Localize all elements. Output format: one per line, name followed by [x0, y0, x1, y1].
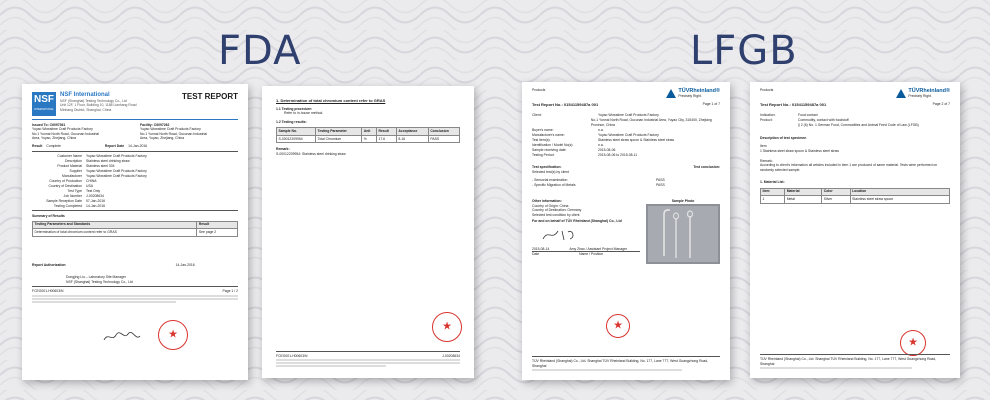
other-info-line: Selected test condition by client: [532, 212, 580, 217]
field-row: [32, 189, 238, 193]
field-value: Yuyao Wowstime Craft Products Factory: [86, 173, 147, 178]
remark-label: Remark:: [760, 159, 773, 164]
procedure-text: Refer to in-house method.: [284, 111, 324, 116]
facility-label: Facility: C6097262: [140, 122, 170, 127]
material-header: Color: [822, 188, 850, 196]
field-label: Product Material: [57, 163, 82, 168]
field-row: [32, 159, 238, 163]
products-label: Products: [532, 88, 546, 92]
brand-name: TÜVRheinland®: [678, 88, 720, 94]
material-cell: Metal: [785, 196, 822, 204]
field-value: Yuyao Wowstime Craft Products Factory: [86, 168, 147, 173]
results-cell: Total Chromium: [316, 135, 362, 143]
material-cell: Silver: [822, 196, 850, 204]
field-value: USA: [86, 183, 93, 188]
results-title: 1.2 Testing results:: [276, 119, 307, 124]
field-label: Identification / Model No(s):: [532, 142, 574, 147]
result-label: Result: [32, 144, 43, 149]
field-value: Stainless steel 304: [86, 163, 115, 168]
other-info-label: Other information:: [532, 199, 562, 204]
table-row: [33, 229, 238, 237]
org-name: NSF International: [60, 92, 110, 98]
field-label: [532, 118, 587, 127]
material-header: Location: [850, 188, 949, 196]
summary-title: Summary of Results: [32, 214, 65, 219]
field-label: Manufacturer: [62, 173, 82, 178]
conclusion-label: Test conclusion:: [693, 165, 720, 170]
footer-text: TÜV Rheinland (Shanghai) Co., Ltd. Shanghai TÜV Rheinland Building, No. 177, Lane 777, West Guangzhong Road, Shanghai: [760, 357, 937, 366]
summary-header: Result: [197, 221, 238, 229]
page-number: Page 1 of 7: [702, 102, 720, 107]
brand-tagline: Precisely Right.: [678, 94, 702, 98]
results-header: Testing Parameter: [316, 128, 362, 136]
other-info-line: Country of Origin: China: [532, 203, 569, 208]
field-value: Test Only: [86, 188, 101, 193]
material-title: 1. Material List:: [760, 180, 785, 185]
spec-label: Test specification:: [532, 165, 562, 170]
field-label: Testing Period:: [532, 152, 555, 157]
official-seal-stamp: [606, 314, 630, 338]
facility-line: Yuyao Wowstime Craft Products Factory: [140, 127, 201, 132]
field-row: [32, 204, 238, 208]
signature-image: [540, 227, 580, 243]
field-row: [32, 174, 238, 178]
other-info-line: Country of Destination: Germany: [532, 208, 582, 213]
section-title: 1. Determination of total chromium content refer to GRAS: [276, 98, 386, 103]
results-cell: PASS: [428, 135, 459, 143]
signatory-org: NSF (Shanghai) Testing Technology Co., Ltd: [66, 279, 133, 284]
report-number: Test Report No.: 01541159487a 001: [532, 102, 599, 108]
item-label: Item: [760, 144, 767, 149]
results-header: Acceptance: [396, 128, 428, 136]
field-row: [32, 164, 238, 168]
field-label: Sample Reception Date: [46, 198, 82, 203]
results-table: [276, 127, 460, 143]
field-value: Yuyao Wowstime Craft Products Factory: [598, 132, 659, 137]
field-value: Commodity, contact with foodstuff: [798, 118, 849, 123]
field-value: Food contact: [798, 113, 818, 118]
field-value: Stainless steel straw spoon & Stainless steel straw: [598, 137, 675, 142]
footer-text: TÜV Rheinland (Shanghai) Co., Ltd. Shanghai TÜV Rheinland Building, No. 177, Lane 777, West Guangzhong Road, Shanghai: [532, 359, 709, 368]
report-fields: [32, 154, 238, 208]
procedure-title: 1.1 Testing procedure:: [276, 107, 313, 111]
field-label: - Specific Migration of Metals: [532, 183, 576, 188]
field-value: § 2 (6) No. 1 German Food, Commodities and Animal Feed Code of Law (LFGB): [798, 123, 919, 128]
facility-line: No.1 Yunnai North Road, Oucunan Industrial: [140, 131, 208, 136]
field-value: CHINA: [86, 178, 97, 183]
official-seal-stamp: [432, 312, 462, 342]
table-row: [761, 196, 950, 204]
spec-sub: Selected test(s) by client: [532, 169, 569, 174]
remark-text: According to client's information all articles included in item 1 are produced of same material. Tests were performed on randomly selected sample.: [760, 163, 938, 172]
field-label: Job Number: [63, 193, 82, 198]
material-header: Material: [785, 188, 822, 196]
field-value: J-00208634: [86, 193, 104, 198]
field-value: 2015-08-06: [598, 147, 616, 152]
footer-page: J-00208634: [442, 353, 460, 358]
field-label: Manufacturer's name:: [532, 132, 565, 137]
report-date-label: Report Date: [104, 144, 125, 149]
field-row: [532, 113, 720, 117]
page-number: Page 2 of 7: [932, 102, 950, 107]
field-label: Product:: [760, 118, 773, 123]
footer-page: Page 1 / 2: [222, 289, 238, 294]
field-label: Customer Name: [57, 153, 82, 158]
field-value: PASS: [656, 178, 665, 183]
field-row: [32, 199, 238, 203]
nsf-test-report-page-2: [262, 86, 474, 378]
description-title: Description of test specimen: [760, 135, 807, 140]
nsf-logo: NSF INTERNATIONAL: [32, 92, 56, 116]
report-fields: [532, 113, 720, 157]
field-value: No.1 Yunnai North Road, Oucunan Industrial Area, Yuyao City, 315400, Zhejiang Province, China: [590, 118, 712, 127]
results-header: Result: [376, 128, 396, 136]
tuv-triangle-icon: [896, 89, 906, 98]
field-label: Country of Destination: [48, 183, 82, 188]
nsf-test-report-page-1: [22, 84, 248, 380]
signatory: Dongjing Liu – Laboratory Site Manager: [66, 275, 126, 280]
field-row: [532, 143, 720, 147]
summary-cell: See page 2: [197, 229, 238, 237]
field-row: [532, 183, 720, 187]
sample-photo-image: [646, 204, 720, 264]
field-row: [532, 138, 720, 142]
field-row: [532, 153, 720, 157]
field-row: [760, 123, 950, 127]
summary-cell: Determination of total chromium content refer to GRAS: [33, 229, 197, 237]
material-header: Item: [761, 188, 785, 196]
field-label: [760, 123, 794, 127]
field-row: [532, 133, 720, 137]
summary-header: Testing Parameters and Standards: [33, 221, 197, 229]
summary-table: [32, 221, 238, 237]
footer-ref: FCEG001-H00603/N: [32, 289, 64, 294]
field-row: [760, 113, 950, 117]
field-value: Stainless steel drinking straw: [86, 158, 130, 163]
report-number: Test Report No.: 01541159487a 001: [760, 102, 827, 108]
results-header: Conclusion: [428, 128, 459, 136]
field-row: [532, 148, 720, 152]
official-seal-stamp: [158, 320, 188, 350]
field-row: [32, 184, 238, 188]
field-row: [532, 178, 720, 182]
footer-ref: FCEG001-H00603/N: [276, 353, 308, 358]
material-cell: Stainless steel straw spoon: [850, 196, 949, 204]
field-row: [32, 179, 238, 183]
auth-date: 14-Jan-2016: [175, 262, 195, 267]
field-label: Indication:: [760, 113, 776, 118]
results-cell: S-00012209954: [277, 135, 316, 143]
field-row: [760, 118, 950, 122]
sample-photo-label: Sample Photo: [671, 199, 695, 204]
table-row: [277, 135, 460, 143]
report-title: TEST REPORT: [181, 92, 238, 101]
heading-fda: FDA: [218, 28, 302, 74]
report-fields: [760, 113, 950, 127]
report-date-value: 14-Jan-2016: [128, 144, 148, 149]
tuv-test-report-page-2: [750, 82, 960, 378]
field-row: [532, 118, 720, 127]
field-value: n.a.: [598, 142, 604, 147]
products-label: Products: [760, 88, 774, 92]
field-value: 07-Jan-2016: [86, 198, 106, 203]
field-row: [32, 169, 238, 173]
material-table: [760, 188, 950, 204]
sign-name-label: Name / Position: [579, 252, 604, 257]
field-label: Test Type: [67, 188, 82, 193]
item-text: 1 Stainless steel straw spoon & Stainless steel straw: [760, 148, 839, 153]
field-value: 2015-08-06 to 2015-08-11: [598, 152, 638, 157]
results-header: Sample No.: [277, 128, 316, 136]
signature-image: [102, 330, 142, 344]
spec-list: [532, 178, 720, 187]
field-row: [32, 154, 238, 158]
org-address: NSF (Shanghai) Testing Technology Co., Ltd Unit 12F, 1 Floor, Building 10, 1188 Lianhang Road Minhang District, Shanghai, China: [60, 99, 137, 112]
results-cell: 17.6: [376, 135, 396, 143]
results-cell: 8-16: [396, 135, 428, 143]
field-row: [32, 194, 238, 198]
field-label: Buyer's name:: [532, 127, 554, 132]
remark-text: S-00012209954: Stainless steel drinking straw: [276, 151, 346, 156]
field-value: PASS: [656, 183, 665, 188]
field-value: 14-Jan-2016: [86, 203, 106, 208]
issued-to-label: Issued To: C6097361: [32, 122, 66, 127]
issued-to-line: Area, Yuyao, Zhejiang, China: [32, 136, 77, 141]
result-value: Complete: [46, 144, 61, 149]
results-header: Unit: [362, 128, 377, 136]
on-behalf-label: For and on behalf of TÜV Rheinland (Shanghai) Co., Ltd: [532, 219, 622, 224]
field-label: Sample receiving date:: [532, 147, 567, 152]
field-label: Client:: [532, 113, 542, 118]
field-label: - Sensorial examination: [532, 178, 568, 183]
material-cell: 1: [761, 196, 785, 204]
field-label: Description: [65, 158, 82, 163]
brand-tagline: Precisely Right.: [908, 94, 932, 98]
issued-to-line: No.1 Yunnai North Road, Oucunan Industrial: [32, 131, 100, 136]
tuv-triangle-icon: [666, 89, 676, 98]
field-value: Yuyao Wowstime Craft Products Factory: [86, 153, 147, 158]
field-label: Test item(s):: [532, 137, 551, 142]
auth-label: Report Authorization: [32, 262, 66, 267]
field-label: Country of Production: [49, 178, 82, 183]
sign-name: Amy Zhao / Assistant Project Manager: [569, 246, 628, 251]
field-row: [532, 128, 720, 132]
heading-lfgb: LFGB: [690, 28, 798, 74]
issued-to-line: Yuyao Wowstime Craft Products Factory: [32, 127, 93, 132]
field-label: Testing Completed: [53, 203, 82, 208]
facility-line: Area, Yuyao, Zhejiang, China: [140, 136, 185, 141]
remark-label: Remark:: [276, 147, 290, 152]
tuv-test-report-page-1: [522, 82, 730, 380]
results-cell: %: [362, 135, 377, 143]
field-value: n.a.: [598, 127, 604, 132]
sign-date: 2015-08-14: [532, 246, 550, 251]
sign-date-label: Date: [532, 252, 540, 257]
field-label: Supplier: [69, 168, 82, 173]
field-value: Yuyao Wowstime Craft Products Factory: [598, 113, 659, 118]
brand-name: TÜVRheinland®: [908, 88, 950, 94]
